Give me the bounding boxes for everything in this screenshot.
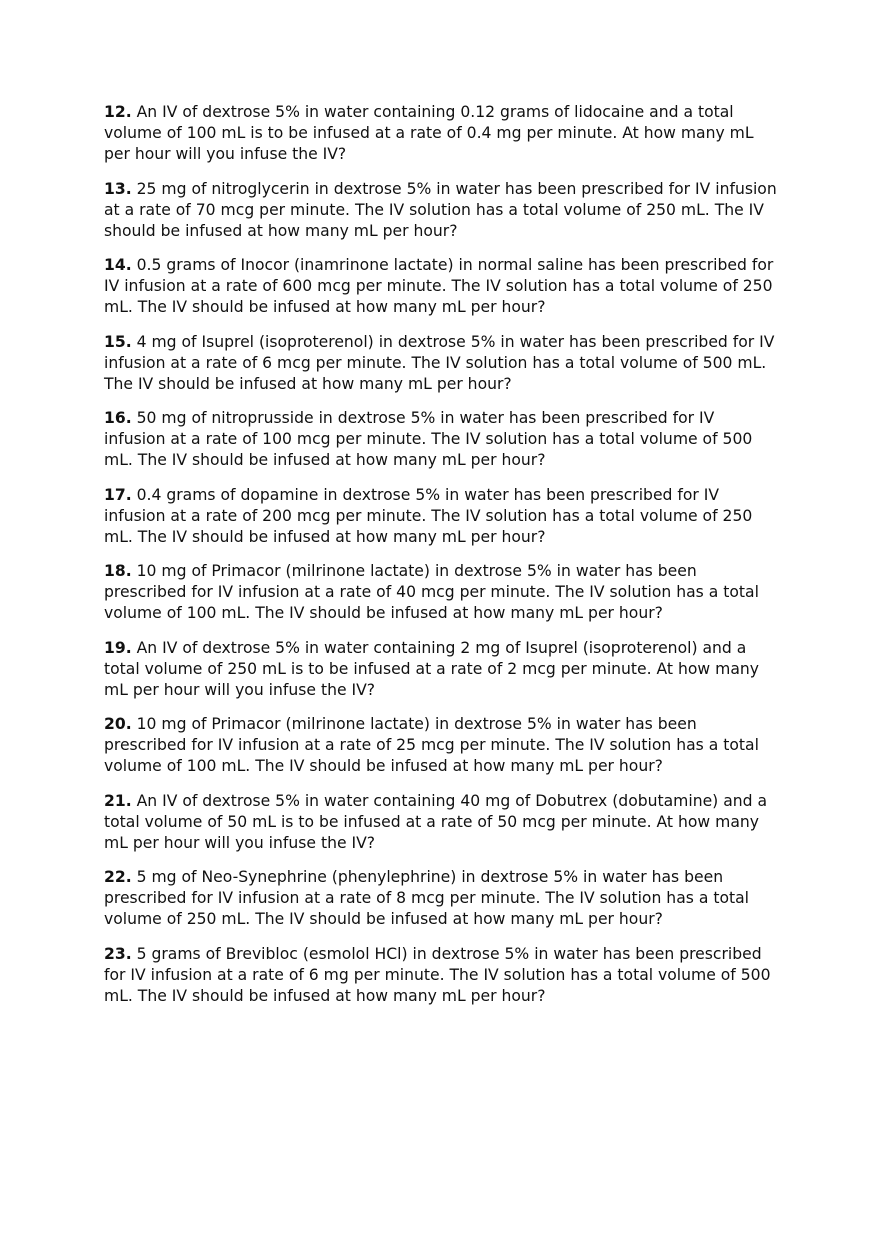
question-text: 5 grams of Brevibloc (esmolol HCl) in dextrose 5% in water has been prescribed for IV infusion at a rate of 6 mg per minute. The IV solution has a total volume of 500 mL. The IV should be infused at how many mL per hour?	[104, 944, 771, 1005]
question-17	[104, 485, 780, 548]
question-13	[104, 179, 780, 242]
question-number: 14.	[104, 256, 132, 274]
question-number: 17.	[104, 485, 132, 504]
question-22	[104, 867, 780, 930]
question-16	[104, 408, 780, 471]
question-20	[104, 714, 780, 777]
question-21	[104, 791, 780, 854]
question-number: 23.	[104, 944, 132, 963]
question-number: 21.	[104, 791, 132, 810]
question-number: 15.	[104, 332, 132, 351]
question-text: 10 mg of Primacor (milrinone lactate) in dextrose 5% in water has been prescribed for IV infusion at a rate of 25 mcg per minute. The IV solution has a total volume of 100 mL. The IV should be infused at how many mL per hour?	[104, 715, 759, 775]
question-text: 0.5 grams of Inocor (inamrinone lactate) in normal saline has been prescribed for IV infusion at a rate of 600 mcg per minute. The IV solution has a total volume of 250 mL. The IV should be infused at how many mL per hour?	[104, 256, 774, 316]
question-14	[104, 255, 780, 318]
question-text: 50 mg of nitroprusside in dextrose 5% in water has been prescribed for IV infusion at a rate of 100 mcg per minute. The IV solution has a total volume of 500 mL. The IV should be infused at how many mL per hour?	[104, 409, 753, 469]
question-number: 22.	[104, 868, 132, 886]
question-text: 0.4 grams of dopamine in dextrose 5% in water has been prescribed for IV infusion at a rate of 200 mcg per minute. The IV solution has a total volume of 250 mL. The IV should be infused at how many mL per hour?	[104, 485, 753, 546]
question-number: 12.	[104, 103, 132, 121]
document-page	[104, 102, 780, 1020]
question-text: 5 mg of Neo-Synephrine (phenylephrine) in dextrose 5% in water has been prescribed for IV infusion at a rate of 8 mcg per minute. The IV solution has a total volume of 250 mL. The IV should be infused at how many mL per hour?	[104, 868, 750, 928]
question-number: 13.	[104, 179, 132, 198]
question-text: An IV of dextrose 5% in water containing 0.12 grams of lidocaine and a total volume of 100 mL is to be infused at a rate of 0.4 mg per minute. At how many mL per hour will you infuse the IV?	[104, 103, 754, 163]
question-text: 4 mg of Isuprel (isoproterenol) in dextrose 5% in water has been prescribed for IV infusion at a rate of 6 mcg per minute. The IV solution has a total volume of 500 mL. The IV should be infused at how many mL per hour?	[104, 332, 775, 393]
question-text: 25 mg of nitroglycerin in dextrose 5% in water has been prescribed for IV infusion at a rate of 70 mcg per minute. The IV solution has a total volume of 250 mL. The IV should be infused at how many mL per hour?	[104, 179, 777, 240]
question-text: An IV of dextrose 5% in water containing 40 mg of Dobutrex (dobutamine) and a total volume of 50 mL is to be infused at a rate of 50 mcg per minute. At how many mL per hour will you infuse the IV?	[104, 791, 768, 852]
question-number: 20.	[104, 715, 132, 733]
question-number: 18.	[104, 562, 132, 580]
question-text: An IV of dextrose 5% in water containing 2 mg of Isuprel (isoproterenol) and a total volume of 250 mL is to be infused at a rate of 2 mcg per minute. At how many mL per hour will you infuse the IV?	[104, 638, 759, 699]
question-number: 16.	[104, 409, 132, 427]
question-text: 10 mg of Primacor (milrinone lactate) in dextrose 5% in water has been prescribed for IV infusion at a rate of 40 mcg per minute. The IV solution has a total volume of 100 mL. The IV should be infused at how many mL per hour?	[104, 562, 759, 622]
question-23	[104, 944, 780, 1007]
question-12	[104, 102, 780, 165]
question-number: 19.	[104, 638, 132, 657]
question-15	[104, 332, 780, 395]
question-18	[104, 561, 780, 624]
question-19	[104, 638, 780, 701]
